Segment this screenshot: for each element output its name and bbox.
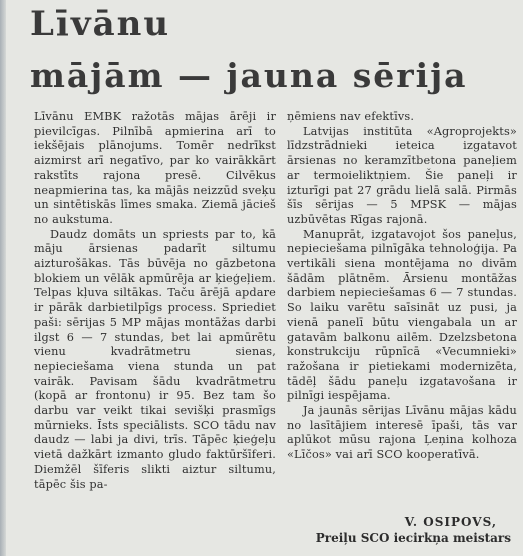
- article-column-left: [34, 110, 276, 492]
- paragraph: Daudz domāts un spriests par to, kā māju ārsienas padarīt siltumu aizturošākas. Tās būvēja no gāzbetona blokiem un vēlāk apmūrēja ar ķieģeļiem. Telpas kļuva siltākas. Taču ārējā apdare ir pārāk darbietilpīgs process. Spriediet paši: sērijas 5 MP mājas montāžas darbi ilgst 6 — 7 stundas, bet lai apmūrētu vienu kvadrātmetru sienas, nepieciešama viena stunda un pat vairāk. Pavisam šādu kvadrātmetru (kopā ar frontonu) ir 95. Bez tam šo darbu var veikt tikai sevišķi prasmīgs mūrnieks. Īsts speciālists. SCO tādu nav daudz — labi ja divi, trīs. Tāpēc ķieģeļu vietā dažkārt izmanto gludo faktūršīferi. Diemžēl šīferis slikti aiztur siltumu, tāpēc šis pa-: [34, 227, 276, 491]
- author-name: V. OSIPOVS,: [404, 515, 497, 529]
- headline-line-2: mājām — jauna sērija: [30, 56, 468, 95]
- paragraph: Līvānu EMBK ražotās mājas ārēji ir pievilcīgas. Pilnībā apmierina arī to iekšējais plānojums. Tomēr nedrīkst aizmirst arī negatīvo, par ko vairākkārt rakstīts rajona presē. Cilvēkus neapmierina tas, ka mājās neizzūd sveķu un sintētiskās līmes smaka. Ziemā jācieš no aukstuma.: [34, 110, 276, 226]
- author-title: Preiļu SCO iecirkņa meistars: [315, 531, 511, 545]
- paragraph: Latvijas institūta «Agroprojekts» līdzstrādnieki ieteica izgatavot ārsienas no keramzītbetona paneļiem ar termoieliktņiem. Šie paneļi ir izturīgi pat 27 grādu lielā salā. Pirmās šīs sērijas — 5 MPSK — mājas uzbūvētas Rīgas rajonā.: [287, 124, 517, 226]
- author-signature: [316, 514, 511, 546]
- paragraph: Manuprāt, izgatavojot šos paneļus, nepieciešama pilnīgāka tehnoloģija. Pa vertikāli siena montējama no divām šādām plātnēm. Ārsienu montāžas darbiem nepieciešamas 6 — 7 stundas. So laiku varētu saīsināt uz pusi, ja vienā panelī būtu viengabala un ar gatavām balkonu ailēm. Dzelzsbetona konstrukciju rūpnīcā «Vecumnieki» ražošana ir pietiekami modernizēta, tādēļ šādu paneļu izgatavošana ir pilnīgi iespējama.: [287, 227, 517, 403]
- article-column-right: [287, 110, 517, 463]
- paragraph: ņēmiens nav efektīvs.: [287, 110, 415, 123]
- paragraph: Ja jaunās sērijas Līvānu mājas kādu no lasītājiem interesē īpaši, tās var aplūkot mūsu rajona Ļeņina kolhoza «Līčos» vai arī SCO kooperatīvā.: [287, 404, 517, 462]
- headline-line-1: Līvānu: [30, 4, 171, 44]
- page-edge: [0, 0, 6, 556]
